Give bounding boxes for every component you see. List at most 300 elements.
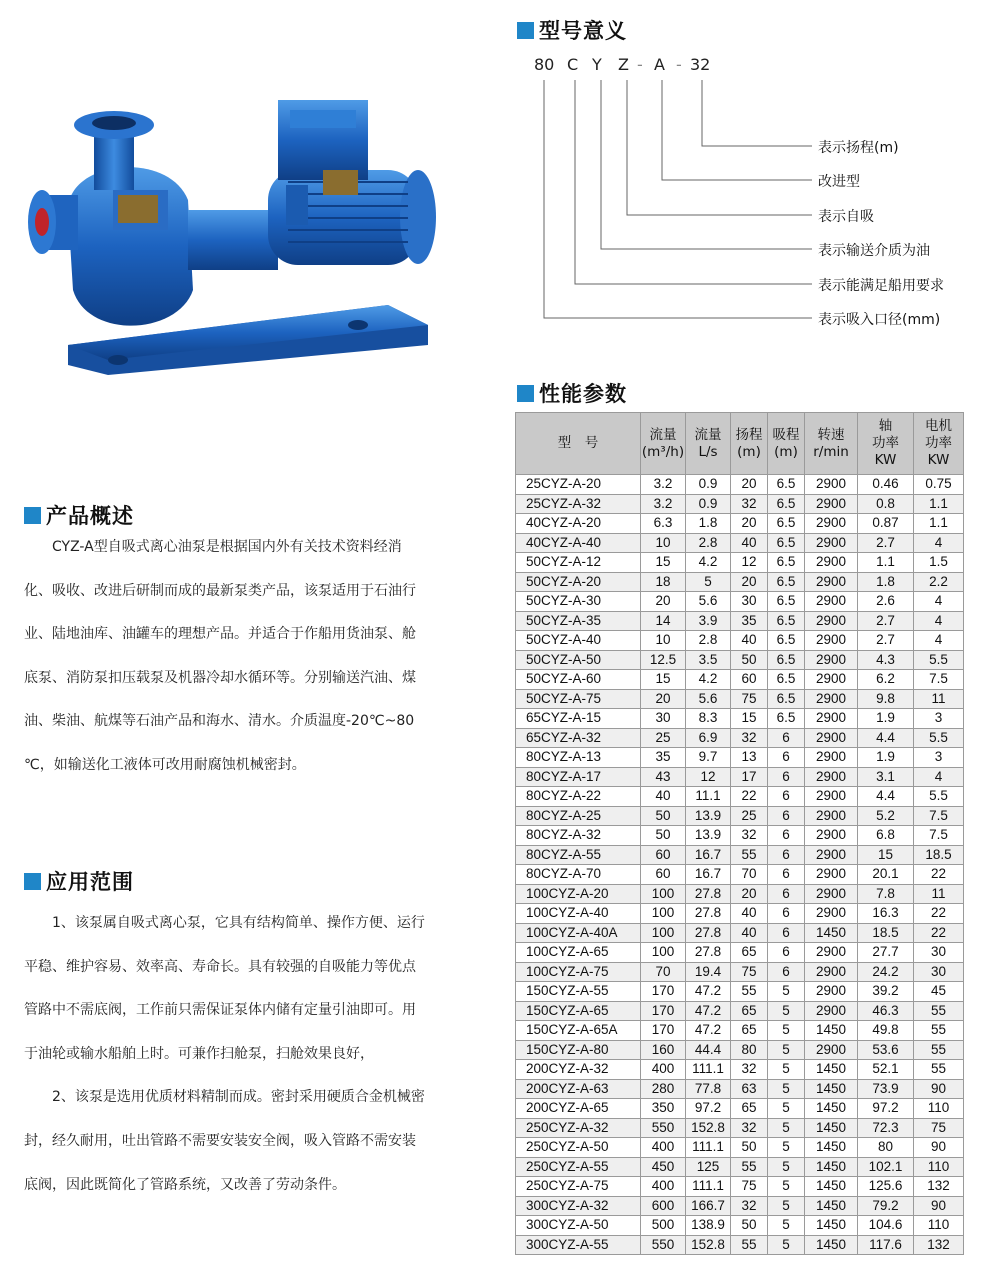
model-cell: 25CYZ-A-20 — [516, 475, 641, 495]
value-cell: 46.3 — [858, 1001, 914, 1021]
value-cell: 111.1 — [686, 1138, 731, 1158]
table-row — [516, 767, 964, 787]
value-cell: 16.7 — [686, 865, 731, 885]
value-cell: 2900 — [805, 962, 858, 982]
value-cell: 12.5 — [641, 650, 686, 670]
value-cell: 6.5 — [768, 709, 805, 729]
model-cell: 50CYZ-A-75 — [516, 689, 641, 709]
value-cell: 75 — [731, 1177, 768, 1197]
model-cell: 100CYZ-A-40A — [516, 923, 641, 943]
value-cell: 2900 — [805, 982, 858, 1002]
value-cell: 102.1 — [858, 1157, 914, 1177]
value-cell: 47.2 — [686, 1001, 731, 1021]
value-cell: 30 — [641, 709, 686, 729]
value-cell: 550 — [641, 1118, 686, 1138]
value-cell: 2900 — [805, 904, 858, 924]
value-cell: 111.1 — [686, 1060, 731, 1080]
value-cell: 100 — [641, 904, 686, 924]
value-cell: 55 — [731, 1235, 768, 1255]
value-cell: 27.7 — [858, 943, 914, 963]
value-cell: 22 — [914, 865, 964, 885]
value-cell: 3.1 — [858, 767, 914, 787]
value-cell: 2900 — [805, 748, 858, 768]
value-cell: 2900 — [805, 553, 858, 573]
application-title — [24, 866, 134, 896]
model-cell: 80CYZ-A-55 — [516, 845, 641, 865]
value-cell: 5.5 — [914, 728, 964, 748]
value-cell: 15 — [731, 709, 768, 729]
value-cell: 90 — [914, 1196, 964, 1216]
value-cell: 2900 — [805, 689, 858, 709]
model-cell: 25CYZ-A-32 — [516, 494, 641, 514]
value-cell: 40 — [731, 923, 768, 943]
code-caliber: 80 — [534, 55, 555, 74]
value-cell: 11.1 — [686, 787, 731, 807]
value-cell: 500 — [641, 1216, 686, 1236]
value-cell: 1450 — [805, 1138, 858, 1158]
table-row — [516, 728, 964, 748]
value-cell: 53.6 — [858, 1040, 914, 1060]
table-row — [516, 572, 964, 592]
value-cell: 79.2 — [858, 1196, 914, 1216]
value-cell: 100 — [641, 884, 686, 904]
table-row — [516, 709, 964, 729]
value-cell: 6 — [768, 826, 805, 846]
value-cell: 1450 — [805, 923, 858, 943]
value-cell: 4 — [914, 767, 964, 787]
value-cell: 6.3 — [641, 514, 686, 534]
value-cell: 5 — [768, 1021, 805, 1041]
value-cell: 43 — [641, 767, 686, 787]
value-cell: 3.5 — [686, 650, 731, 670]
table-body — [516, 475, 964, 1255]
value-cell: 55 — [731, 982, 768, 1002]
value-cell: 25 — [641, 728, 686, 748]
model-meaning-title — [517, 15, 627, 45]
code-separator: - — [637, 55, 643, 74]
value-cell: 65 — [731, 1001, 768, 1021]
value-cell: 30 — [914, 943, 964, 963]
value-cell: 6.8 — [858, 826, 914, 846]
value-cell: 20 — [731, 514, 768, 534]
value-cell: 40 — [731, 631, 768, 651]
table-row — [516, 1157, 964, 1177]
value-cell: 50 — [641, 826, 686, 846]
value-cell: 1450 — [805, 1060, 858, 1080]
meaning-head: 表示扬程(m) — [818, 140, 899, 156]
value-cell: 2900 — [805, 533, 858, 553]
value-cell: 5.5 — [914, 787, 964, 807]
table-row — [516, 650, 964, 670]
value-cell: 6 — [768, 806, 805, 826]
overview-line: CYZ-A型自吸式离心油泵是根据国内外有关技术资料经消 — [24, 539, 402, 555]
model-cell: 40CYZ-A-40 — [516, 533, 641, 553]
value-cell: 600 — [641, 1196, 686, 1216]
value-cell: 40 — [641, 787, 686, 807]
model-cell: 50CYZ-A-60 — [516, 670, 641, 690]
application-line: 底阀，因此既简化了管路系统，又改善了劳动条件。 — [24, 1176, 346, 1193]
meaning-ship: 表示能满足船用要求 — [818, 278, 944, 294]
value-cell: 35 — [641, 748, 686, 768]
model-cell: 80CYZ-A-70 — [516, 865, 641, 885]
value-cell: 280 — [641, 1079, 686, 1099]
value-cell: 1450 — [805, 1235, 858, 1255]
value-cell: 2900 — [805, 494, 858, 514]
model-cell: 100CYZ-A-20 — [516, 884, 641, 904]
code-improved: A — [654, 55, 665, 74]
model-cell: 250CYZ-A-55 — [516, 1157, 641, 1177]
value-cell: 5.5 — [914, 650, 964, 670]
model-cell: 80CYZ-A-32 — [516, 826, 641, 846]
value-cell: 4.2 — [686, 553, 731, 573]
value-cell: 160 — [641, 1040, 686, 1060]
value-cell: 12 — [731, 553, 768, 573]
value-cell: 6.9 — [686, 728, 731, 748]
value-cell: 2900 — [805, 611, 858, 631]
value-cell: 24.2 — [858, 962, 914, 982]
value-cell: 400 — [641, 1177, 686, 1197]
model-cell: 50CYZ-A-40 — [516, 631, 641, 651]
value-cell: 1.1 — [914, 514, 964, 534]
value-cell: 5 — [768, 1001, 805, 1021]
value-cell: 2.7 — [858, 533, 914, 553]
value-cell: 32 — [731, 494, 768, 514]
model-cell: 65CYZ-A-15 — [516, 709, 641, 729]
value-cell: 7.5 — [914, 670, 964, 690]
value-cell: 35 — [731, 611, 768, 631]
value-cell: 400 — [641, 1060, 686, 1080]
value-cell: 6.5 — [768, 494, 805, 514]
value-cell: 27.8 — [686, 904, 731, 924]
value-cell: 15 — [858, 845, 914, 865]
value-cell: 2900 — [805, 865, 858, 885]
model-cell: 50CYZ-A-30 — [516, 592, 641, 612]
value-cell: 32 — [731, 1196, 768, 1216]
model-cell: 200CYZ-A-32 — [516, 1060, 641, 1080]
value-cell: 65 — [731, 1021, 768, 1041]
value-cell: 3.9 — [686, 611, 731, 631]
value-cell: 1.1 — [914, 494, 964, 514]
model-cell: 150CYZ-A-65 — [516, 1001, 641, 1021]
value-cell: 100 — [641, 943, 686, 963]
value-cell: 2900 — [805, 631, 858, 651]
value-cell: 16.3 — [858, 904, 914, 924]
value-cell: 15 — [641, 670, 686, 690]
value-cell: 11 — [914, 884, 964, 904]
table-row — [516, 1001, 964, 1021]
value-cell: 5 — [768, 1177, 805, 1197]
table-row — [516, 748, 964, 768]
value-cell: 117.6 — [858, 1235, 914, 1255]
value-cell: 6.5 — [768, 689, 805, 709]
value-cell: 4.4 — [858, 787, 914, 807]
value-cell: 75 — [731, 689, 768, 709]
table-row — [516, 1235, 964, 1255]
value-cell: 6 — [768, 904, 805, 924]
table-row — [516, 982, 964, 1002]
model-cell: 250CYZ-A-50 — [516, 1138, 641, 1158]
meaning-caliber: 表示吸入口径(mm) — [818, 312, 941, 328]
model-cell: 80CYZ-A-17 — [516, 767, 641, 787]
value-cell: 44.4 — [686, 1040, 731, 1060]
value-cell: 75 — [914, 1118, 964, 1138]
square-bullet-icon — [517, 385, 534, 402]
value-cell: 6 — [768, 962, 805, 982]
value-cell: 152.8 — [686, 1235, 731, 1255]
value-cell: 97.2 — [858, 1099, 914, 1119]
table-row — [516, 806, 964, 826]
pump-illustration — [28, 90, 448, 380]
value-cell: 10 — [641, 631, 686, 651]
table-row — [516, 494, 964, 514]
table-row — [516, 787, 964, 807]
value-cell: 2.7 — [858, 611, 914, 631]
table-row — [516, 553, 964, 573]
value-cell: 6.5 — [768, 553, 805, 573]
overview-line: 业、陆地油库、油罐车的理想产品。并适合于作船用货油泵、舱 — [24, 626, 416, 643]
table-row — [516, 611, 964, 631]
overview-line: ℃，如输送化工液体可改用耐腐蚀机械密封。 — [24, 756, 306, 773]
value-cell: 1.9 — [858, 709, 914, 729]
value-cell: 5 — [768, 1060, 805, 1080]
value-cell: 13.9 — [686, 806, 731, 826]
value-cell: 1450 — [805, 1079, 858, 1099]
model-cell: 250CYZ-A-32 — [516, 1118, 641, 1138]
value-cell: 6 — [768, 787, 805, 807]
value-cell: 4 — [914, 611, 964, 631]
value-cell: 0.8 — [858, 494, 914, 514]
value-cell: 110 — [914, 1216, 964, 1236]
code-oil: Y — [592, 55, 602, 74]
value-cell: 6 — [768, 728, 805, 748]
table-row — [516, 904, 964, 924]
value-cell: 5 — [768, 1216, 805, 1236]
value-cell: 60 — [731, 670, 768, 690]
table-header-cell: 流量 (m³/h) — [641, 413, 686, 475]
performance-title-text: 性能参数 — [539, 382, 627, 406]
value-cell: 1450 — [805, 1099, 858, 1119]
table-row — [516, 670, 964, 690]
table-row — [516, 1177, 964, 1197]
value-cell: 6.5 — [768, 631, 805, 651]
value-cell: 138.9 — [686, 1216, 731, 1236]
square-bullet-icon — [517, 22, 534, 39]
model-cell: 250CYZ-A-75 — [516, 1177, 641, 1197]
table-row — [516, 1216, 964, 1236]
value-cell: 5.6 — [686, 592, 731, 612]
overview-line: 底泵、消防泵扣压载泵及机器冷却水循环等。分别输送汽油、煤 — [24, 669, 416, 686]
model-cell: 300CYZ-A-55 — [516, 1235, 641, 1255]
overview-line: 化、吸收、改进后研制而成的最新泵类产品，该泵适用于石油行 — [24, 582, 416, 599]
value-cell: 2900 — [805, 592, 858, 612]
application-line: 于油轮或输水船舶上时。可兼作扫舱泵，扫舱效果良好， — [24, 1045, 374, 1062]
table-row — [516, 475, 964, 495]
value-cell: 52.1 — [858, 1060, 914, 1080]
value-cell: 27.8 — [686, 923, 731, 943]
table-row — [516, 1021, 964, 1041]
value-cell: 450 — [641, 1157, 686, 1177]
model-cell: 100CYZ-A-75 — [516, 962, 641, 982]
table-row — [516, 865, 964, 885]
value-cell: 170 — [641, 1021, 686, 1041]
value-cell: 20.1 — [858, 865, 914, 885]
table-row — [516, 826, 964, 846]
table-row — [516, 1099, 964, 1119]
value-cell: 1450 — [805, 1196, 858, 1216]
model-cell: 200CYZ-A-63 — [516, 1079, 641, 1099]
value-cell: 9.8 — [858, 689, 914, 709]
value-cell: 55 — [914, 1021, 964, 1041]
value-cell: 50 — [731, 1138, 768, 1158]
overview-title-text: 产品概述 — [46, 504, 134, 528]
table-header-cell: 吸程 (m) — [768, 413, 805, 475]
value-cell: 80 — [858, 1138, 914, 1158]
value-cell: 20 — [731, 884, 768, 904]
value-cell: 2900 — [805, 650, 858, 670]
model-cell: 150CYZ-A-55 — [516, 982, 641, 1002]
value-cell: 5 — [768, 1157, 805, 1177]
table-row — [516, 514, 964, 534]
table-row — [516, 592, 964, 612]
value-cell: 2.6 — [858, 592, 914, 612]
value-cell: 2900 — [805, 709, 858, 729]
table-row — [516, 533, 964, 553]
value-cell: 15 — [641, 553, 686, 573]
value-cell: 13 — [731, 748, 768, 768]
value-cell: 4 — [914, 533, 964, 553]
value-cell: 50 — [641, 806, 686, 826]
value-cell: 39.2 — [858, 982, 914, 1002]
table-row — [516, 1196, 964, 1216]
value-cell: 5.6 — [686, 689, 731, 709]
value-cell: 20 — [731, 572, 768, 592]
value-cell: 132 — [914, 1235, 964, 1255]
value-cell: 1450 — [805, 1157, 858, 1177]
application-line: 2、该泵是选用优质材料精制而成。密封采用硬质合金机械密 — [24, 1089, 425, 1106]
model-cell: 80CYZ-A-13 — [516, 748, 641, 768]
model-cell: 40CYZ-A-20 — [516, 514, 641, 534]
table-header-cell: 型 号 — [516, 413, 641, 475]
overview-text — [24, 526, 472, 788]
application-line: 管路中不需底阀，工作前只需保证泵体内储有定量引油即可。用 — [24, 1002, 416, 1019]
value-cell: 5 — [768, 1040, 805, 1060]
application-text — [24, 902, 472, 1207]
meaning-oil: 表示输送介质为油 — [818, 243, 930, 259]
value-cell: 22 — [731, 787, 768, 807]
value-cell: 60 — [641, 865, 686, 885]
value-cell: 20 — [731, 475, 768, 495]
table-row — [516, 1138, 964, 1158]
value-cell: 2900 — [805, 884, 858, 904]
value-cell: 6 — [768, 748, 805, 768]
value-cell: 2900 — [805, 670, 858, 690]
value-cell: 166.7 — [686, 1196, 731, 1216]
value-cell: 30 — [914, 962, 964, 982]
model-cell: 50CYZ-A-35 — [516, 611, 641, 631]
model-cell: 300CYZ-A-50 — [516, 1216, 641, 1236]
value-cell: 4.2 — [686, 670, 731, 690]
value-cell: 2.8 — [686, 631, 731, 651]
value-cell: 2900 — [805, 514, 858, 534]
value-cell: 13.9 — [686, 826, 731, 846]
value-cell: 19.4 — [686, 962, 731, 982]
value-cell: 27.8 — [686, 884, 731, 904]
value-cell: 3 — [914, 748, 964, 768]
meaning-self-priming: 表示自吸 — [818, 209, 874, 225]
value-cell: 2900 — [805, 787, 858, 807]
value-cell: 14 — [641, 611, 686, 631]
model-cell: 50CYZ-A-12 — [516, 553, 641, 573]
model-cell: 80CYZ-A-25 — [516, 806, 641, 826]
value-cell: 47.2 — [686, 982, 731, 1002]
value-cell: 70 — [641, 962, 686, 982]
value-cell: 40 — [731, 904, 768, 924]
value-cell: 32 — [731, 1060, 768, 1080]
value-cell: 5 — [768, 1138, 805, 1158]
value-cell: 60 — [641, 845, 686, 865]
value-cell: 6.5 — [768, 533, 805, 553]
model-cell: 150CYZ-A-80 — [516, 1040, 641, 1060]
code-head: 32 — [690, 55, 711, 74]
value-cell: 2.7 — [858, 631, 914, 651]
value-cell: 1450 — [805, 1118, 858, 1138]
table-row — [516, 962, 964, 982]
value-cell: 97.2 — [686, 1099, 731, 1119]
model-meaning-title-text: 型号意义 — [539, 19, 627, 43]
table-row — [516, 884, 964, 904]
value-cell: 7.5 — [914, 826, 964, 846]
value-cell: 10 — [641, 533, 686, 553]
table-header-cell: 扬程 (m) — [731, 413, 768, 475]
application-line: 平稳、维护容易、效率高、寿命长。具有较强的自吸能力等优点 — [24, 958, 416, 975]
code-separator: - — [676, 55, 682, 74]
table-row — [516, 689, 964, 709]
meaning-improved: 改进型 — [818, 174, 860, 190]
value-cell: 6.5 — [768, 670, 805, 690]
value-cell: 5 — [768, 1235, 805, 1255]
value-cell: 2900 — [805, 1001, 858, 1021]
table-row — [516, 631, 964, 651]
value-cell: 70 — [731, 865, 768, 885]
table-row — [516, 1118, 964, 1138]
value-cell: 0.46 — [858, 475, 914, 495]
table-row — [516, 845, 964, 865]
value-cell: 110 — [914, 1099, 964, 1119]
value-cell: 25 — [731, 806, 768, 826]
value-cell: 22 — [914, 904, 964, 924]
code-self-priming: Z — [618, 55, 629, 74]
value-cell: 4 — [914, 631, 964, 651]
value-cell: 55 — [914, 1040, 964, 1060]
model-cell: 80CYZ-A-22 — [516, 787, 641, 807]
table-header-cell: 转速 r/min — [805, 413, 858, 475]
value-cell: 20 — [641, 689, 686, 709]
value-cell: 6 — [768, 767, 805, 787]
value-cell: 55 — [914, 1001, 964, 1021]
value-cell: 63 — [731, 1079, 768, 1099]
table-header-cell: 电机 功率 KW — [914, 413, 964, 475]
value-cell: 4 — [914, 592, 964, 612]
value-cell: 22 — [914, 923, 964, 943]
application-line: 1、该泵属自吸式离心泵，它具有结构简单、操作方便、运行 — [24, 915, 425, 931]
value-cell: 27.8 — [686, 943, 731, 963]
value-cell: 5 — [686, 572, 731, 592]
value-cell: 550 — [641, 1235, 686, 1255]
value-cell: 18.5 — [858, 923, 914, 943]
value-cell: 1450 — [805, 1216, 858, 1236]
value-cell: 7.5 — [914, 806, 964, 826]
value-cell: 6 — [768, 923, 805, 943]
